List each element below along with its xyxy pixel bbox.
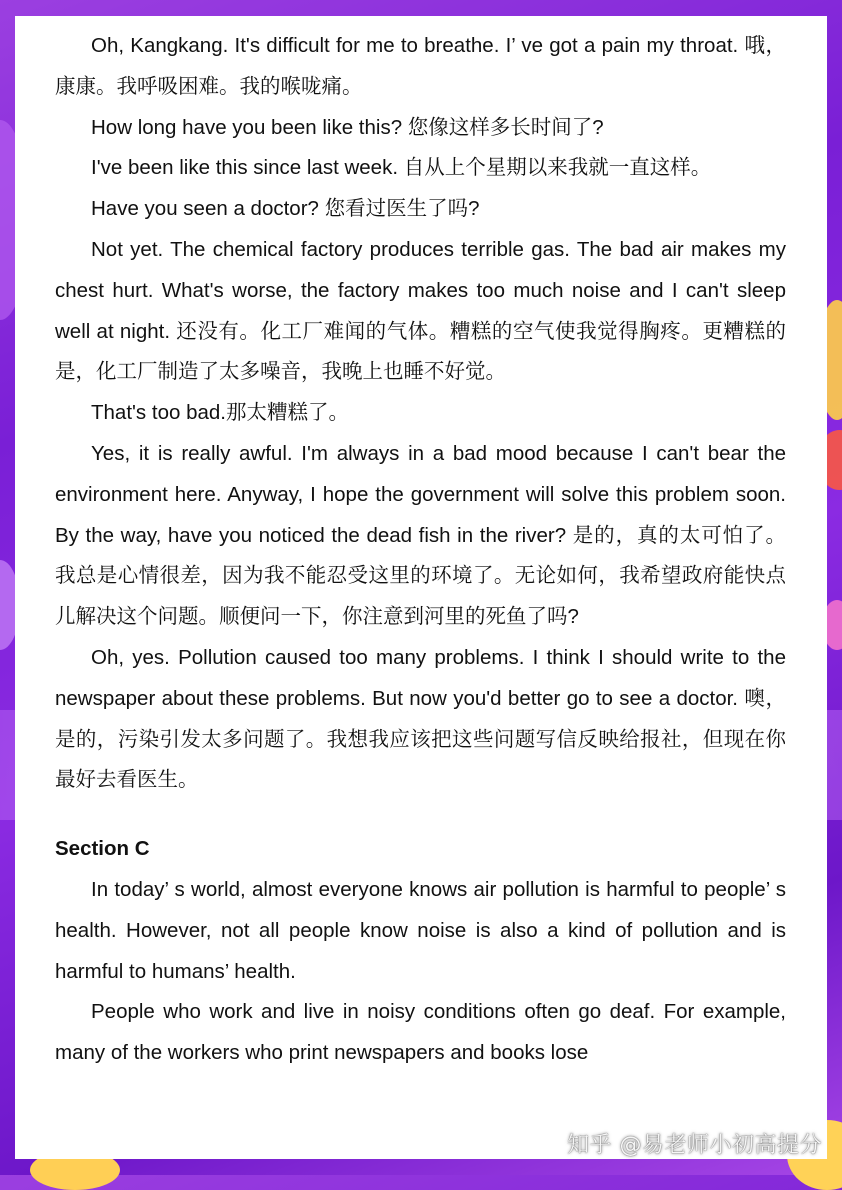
dialogue-paragraph: Oh, Kangkang. It's difficult for me to breathe. I’ ve got a pain my throat. 哦，康康。我呼吸困难。我的喉咙痛。 bbox=[55, 34, 786, 98]
dialogue-paragraph: That's too bad.那太糟糕了。 bbox=[91, 401, 349, 425]
document-page bbox=[15, 16, 827, 1159]
document-content bbox=[55, 26, 786, 1074]
dialogue-paragraph: Yes, it is really awful. I'm always in a bad mood because I can't bear the environment here. Anyway, I hope the government will solve this problem soon. By the way, have you noticed the dead fish in the river? 是的，真的太可怕了。我总是心情很差，因为我不能忍受这里的环境了。无论如何，我希望政府能快点儿解决这个问题。顺便问一下，你注意到河里的死鱼了吗? bbox=[55, 441, 786, 629]
dialogue-paragraph: Not yet. The chemical factory produces terrible gas. The bad air makes my chest hurt. What's worse, the factory makes too much noise and I can't sleep well at night. 还没有。化工厂难闻的气体。糟糕的空气使我觉得胸疼。更糟糕的是，化工厂制造了太多噪音，我晚上也睡不好觉。 bbox=[55, 237, 786, 384]
dialogue-paragraph: How long have you been like this? 您像这样多长时间了? bbox=[91, 115, 604, 139]
section-paragraph: In today’ s world, almost everyone knows air pollution is harmful to people’ s health. However, not all people know noise is also a kind of pollution and is harmful to humans’ health. bbox=[55, 877, 786, 983]
section-heading: Section C bbox=[55, 837, 150, 861]
dialogue-paragraph: Oh, yes. Pollution caused too many problems. I think I should write to the newspaper about these problems. But now you'd better go to see a doctor. 噢，是的，污染引发太多问题了。我想我应该把这些问题写信反映给报社，但现在你最好去看医生。 bbox=[55, 645, 786, 792]
dialogue-paragraph: Have you seen a doctor? 您看过医生了吗? bbox=[91, 197, 480, 221]
watermark: 知乎 @易老师小初高提分 bbox=[567, 1133, 822, 1158]
section-paragraph: People who work and live in noisy conditions often go deaf. For example, many of the workers who print newspapers and books lose bbox=[55, 1000, 786, 1065]
dialogue-paragraph: I've been like this since last week. 自从上个星期以来我就一直这样。 bbox=[91, 156, 712, 180]
